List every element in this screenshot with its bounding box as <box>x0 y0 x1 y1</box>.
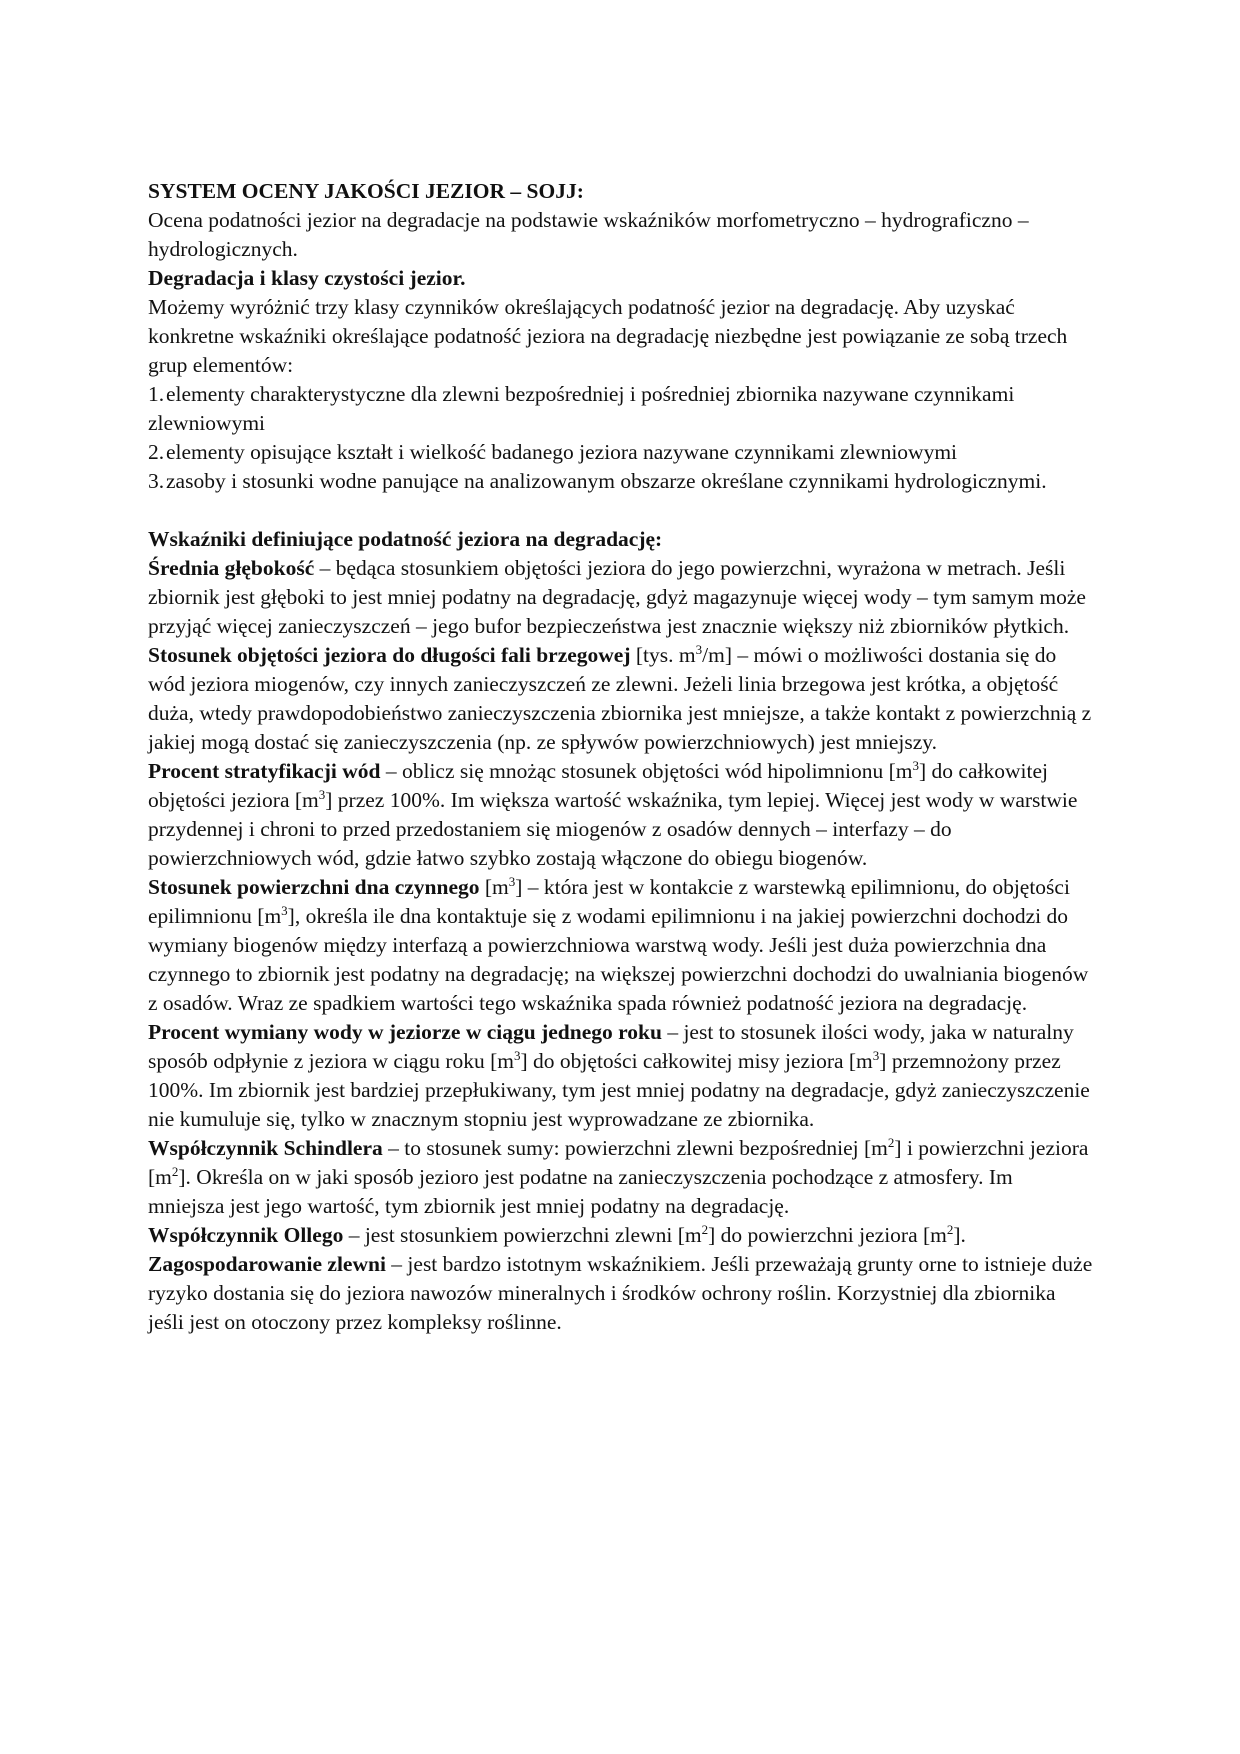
schindler-text-3: ]. Określa on w jaki sposób jezioro jest podatne na zanieczyszczenia pochodzące z atmosfery. Im mniejsza jest jego wartość, tym zbiornik jest mniej podatny na degradację. <box>148 1165 1013 1218</box>
degradation-heading: Degradacja i klasy czystości jezior. <box>148 266 466 290</box>
superscript: 3 <box>514 1048 521 1063</box>
water-exchange-paragraph <box>148 1018 1093 1134</box>
degradation-paragraph: Możemy wyróżnić trzy klasy czynników określających podatność jezior na degradację. Aby uzyskać konkretne wskaźniki określające podatność jeziora na degradację niezbędne jest powiązanie ze sobą trzech grup elementów: <box>148 295 1068 377</box>
superscript: 3 <box>318 787 326 802</box>
ohle-text-3: ]. <box>953 1223 966 1247</box>
stratification-text-1: – oblicz się mnożąc stosunek objętości wód hipolimnionu [m <box>380 759 913 783</box>
superscript: 3 <box>695 642 703 657</box>
volume-shoreline-text: /m] – mówi o możliwości dostania się do wód jeziora miogenów, czy innych zanieczyszczeń ze zlewni. Jeżeli linia brzegowa jest krótka, a objętość duża, wtedy prawdopodobieństwo zanieczyszczenia zbiornika jest mniejsze, a także kontakt z powierzchnią z jakiej mogą dostać się zanieczyszczenia (np. ze spływów powierzchniowych) jest mniejszy. <box>148 643 1092 754</box>
stratification-text-3: ] przez 100%. Im większa wartość wskaźnika, tym lepiej. Więcej jest wody w warstwie przydennej i chroni to przed przedostaniem się miogenów z osadów dennych – interfazy – do powierzchniowych wód, gdzie łatwo szybko zostają włączone do obiegu biogenów. <box>148 788 1078 870</box>
ohle-paragraph <box>148 1221 1093 1250</box>
water-exchange-text-3: ] przemnożony przez 100%. Im zbiornik jest bardziej przepłukiwany, tym jest mniej podatny na degradacje, gdyż zanieczyszczenie nie kumuluje się, tylko w znacznym stopniu jest wyprowadzane ze zbiornika. <box>148 1049 1090 1131</box>
volume-shoreline-unit: [tys. m <box>630 643 696 667</box>
ohle-term: Współczynnik Ollego <box>148 1223 344 1247</box>
list-item-number: 2. <box>148 440 165 464</box>
superscript: 2 <box>946 1222 954 1237</box>
ohle-text-2: ] do powierzchni jeziora [m <box>708 1223 947 1247</box>
list-item <box>148 467 1093 496</box>
active-bottom-text-3: ], określa ile dna kontaktuje się z wodami epilimnionu i na jakiej powierzchni dochodzi do wymiany biogenów między interfazą a powierzchniowa warstwą wody. Jeśli jest duża powierzchnia dna czynnego to zbiornik jest podatny na degradację; na większej powierzchni dochodzi do uwalniania biogenów z osadów. Wraz ze spadkiem wartości tego wskaźnika spada również podatność jeziora na degradację. <box>148 904 1089 1015</box>
water-exchange-term: Procent wymiany wody w jeziorze w ciągu jednego roku <box>148 1020 662 1044</box>
document-page <box>148 177 1093 1337</box>
superscript: 2 <box>887 1135 895 1150</box>
mean-depth-paragraph <box>148 554 1093 641</box>
list-item-number: 1. <box>148 382 165 406</box>
schindler-paragraph <box>148 1134 1093 1221</box>
land-use-text: – jest bardzo istotnym wskaźnikiem. Jeśli przeważają grunty orne to istnieje duże ryzyko dostania się do jeziora nawozów mineralnych i środków ochrony roślin. Korzystniej dla zbiornika jeśli jest on otoczony przez kompleksy roślinne. <box>148 1252 1093 1334</box>
volume-shoreline-paragraph <box>148 641 1093 757</box>
water-exchange-text-1: – jest to stosunek ilości wody, jaka w naturalny sposób odpłynie z jeziora w ciągu roku [m <box>148 1020 1074 1073</box>
active-bottom-text-1: [m <box>479 875 509 899</box>
list-item <box>148 380 1093 438</box>
superscript: 3 <box>872 1048 880 1063</box>
active-bottom-paragraph <box>148 873 1093 1018</box>
active-bottom-text-2: ] – która jest w kontakcie z warstewką epilimnionu, do objętości epilimnionu [m <box>148 875 1070 928</box>
volume-shoreline-term: Stosunek objętości jeziora do długości fali brzegowej <box>148 643 631 667</box>
list-item <box>148 438 1093 467</box>
land-use-term: Zagospodarowanie zlewni <box>148 1252 386 1276</box>
mean-depth-term: Średnia głębokość <box>148 556 315 580</box>
superscript: 3 <box>912 758 920 773</box>
ohle-text-1: – jest stosunkiem powierzchni zlewni [m <box>343 1223 702 1247</box>
document-title: SYSTEM OCENY JAKOŚCI JEZIOR – SOJJ: <box>148 179 584 203</box>
stratification-term: Procent stratyfikacji wód <box>148 759 381 783</box>
paragraph-spacer <box>148 496 1093 525</box>
list-item-text: elementy charakterystyczne dla zlewni bezpośredniej i pośredniej zbiornika nazywane czynnikami zlewniowymi <box>148 382 1015 435</box>
active-bottom-term: Stosunek powierzchni dna czynnego <box>148 875 480 899</box>
list-item-text: elementy opisujące kształt i wielkość badanego jeziora nazywane czynnikami zlewniowymi <box>166 440 958 464</box>
water-exchange-text-2: ] do objętości całkowitej misy jeziora [m <box>520 1049 873 1073</box>
mean-depth-text: – będąca stosunkiem objętości jeziora do jego powierzchni, wyrażona w metrach. Jeśli zbiornik jest głęboki to jest mniej podatny na degradację, gdyż magazynuje więcej wody – tym samym może przyjąć więcej zanieczyszczeń – jego bufor bezpieczeństwa jest znacznie większy niż zbiorników płytkich. <box>148 556 1086 638</box>
stratification-paragraph <box>148 757 1093 873</box>
schindler-text-2: ] i powierzchni jeziora [m <box>148 1136 1089 1189</box>
indicators-heading: Wskaźniki definiujące podatność jeziora na degradację: <box>148 527 663 551</box>
superscript: 2 <box>701 1222 709 1237</box>
land-use-paragraph <box>148 1250 1093 1337</box>
superscript: 3 <box>508 874 516 889</box>
intro-paragraph: Ocena podatności jezior na degradacje na podstawie wskaźników morfometryczno – hydrograficzno – hydrologicznych. <box>148 208 1029 261</box>
schindler-text-1: – to stosunek sumy: powierzchni zlewni bezpośredniej [m <box>382 1136 888 1160</box>
schindler-term: Współczynnik Schindlera <box>148 1136 383 1160</box>
superscript: 3 <box>281 903 288 918</box>
stratification-text-2: ] do całkowitej objętości jeziora [m <box>148 759 1048 812</box>
list-item-number: 3. <box>148 469 165 493</box>
superscript: 2 <box>171 1164 179 1179</box>
list-item-text: zasoby i stosunki wodne panujące na analizowanym obszarze określane czynnikami hydrologicznymi. <box>166 469 1047 493</box>
